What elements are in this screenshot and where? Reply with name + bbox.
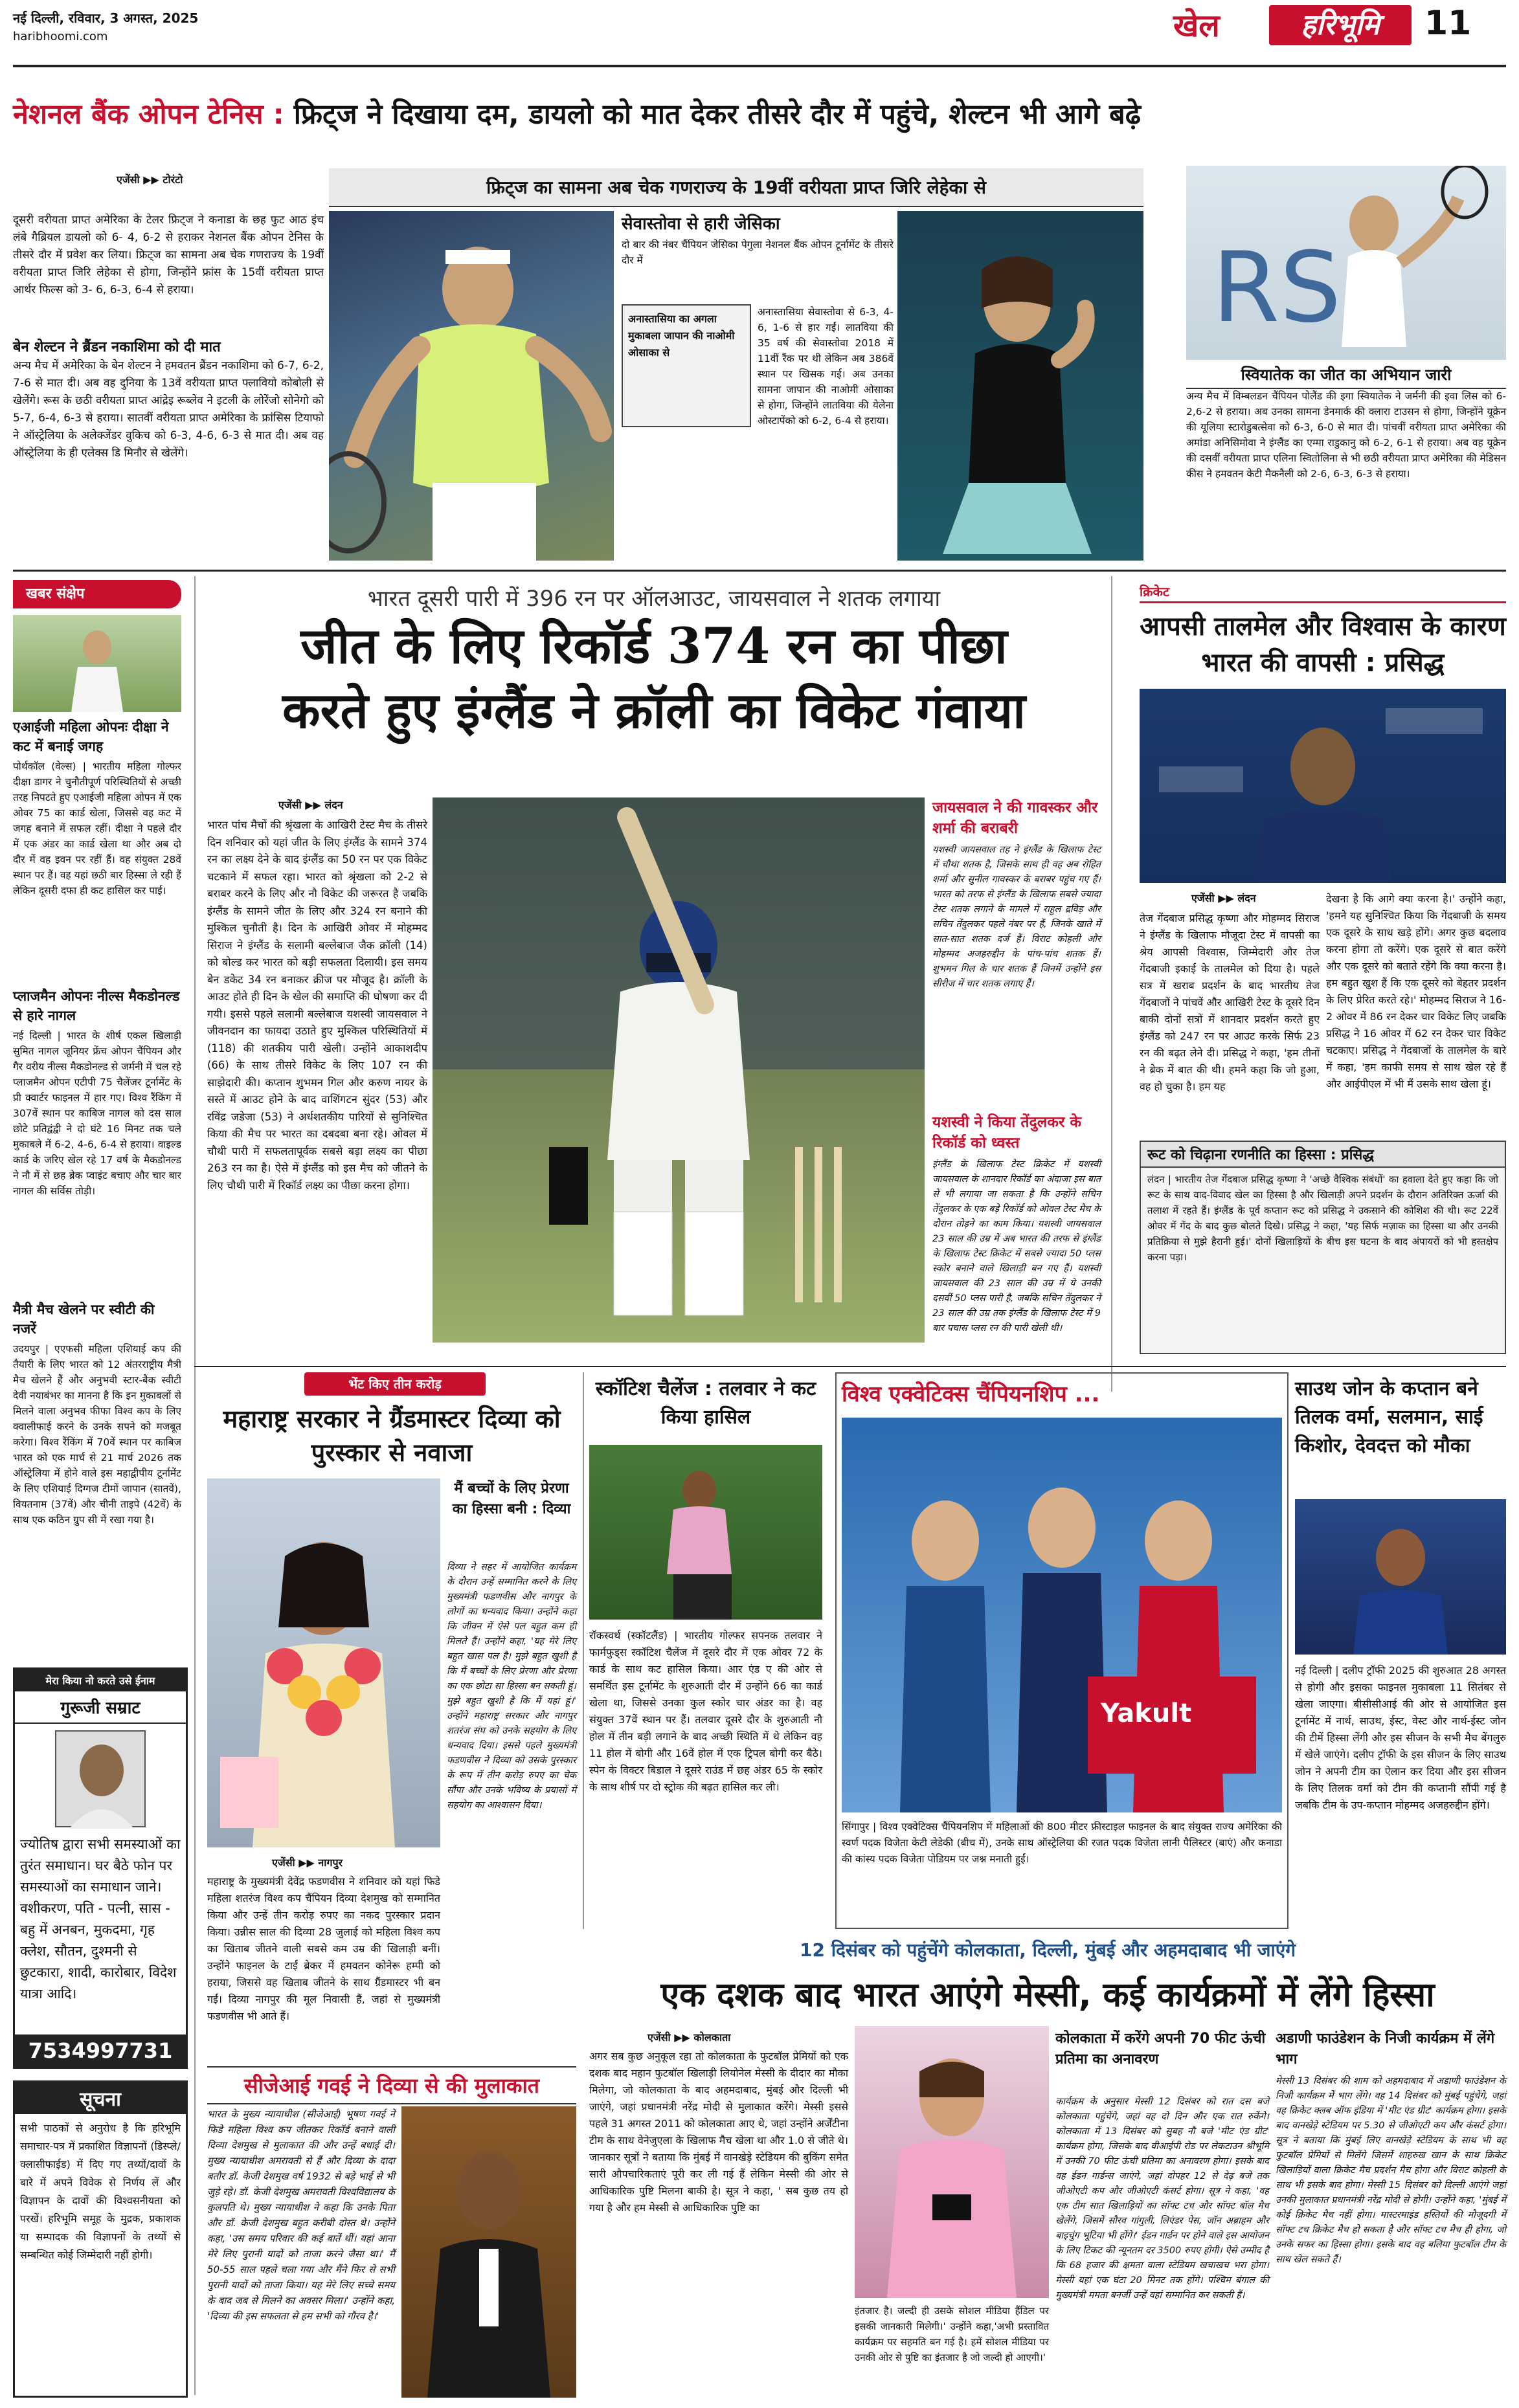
divya-photo: [207, 1478, 440, 1847]
jaiswal-photo: [433, 797, 925, 1343]
root-body: लंदन | भारतीय तेज गेंदबाज प्रसिद्ध कृष्णा ने 'अच्छे वैश्विक संबंधों' का हवाला देते हुए कहा कि जो रूट के साथ वाद-विवाद खेल का हिस्सा है और खिलाड़ी अपने प्रदर्शन के दौरान अतिरिक्त ऊर्जा की तलाश में रहते हैं। इंग्लैंड के पूर्व कप्तान रूट को प्रसिद्ध ने उकसाने की कोशिश की थी। रूट 22वें ओवर में गेंद के बाद कुछ बोलते दिखे। प्रसिद्ध ने कहा, 'यह सिर्फ मज़ाक का हिस्सा था और उनकी प्रतिक्रिया से मुझे हैरानी हुई।' दोनों खिलाड़ियों के बीच इस घटना के बाद अंपायरों को भी हस्तक्षेप करना पड़ा।: [1147, 1174, 1498, 1263]
jaiswal-silhouette: [433, 797, 925, 1343]
prasidh-label-text: क्रिकेट: [1140, 584, 1169, 599]
prasidh-body-right: देखना है कि आगे क्या करना है।' उन्होंने कहा, 'हमने यह सुनिश्चित किया कि गेंदबाजी के समय एक दूसरे के साथ खड़े होंगे। अगर कुछ बदलाव करना होगा तो करेंगे। एक दूसरे से बात करेंगे और एक दूसरे को बताते रहेंगे कि क्या करना है। हम बहुत खुश हैं कि एक दूसरे को बेहतर प्रदर्शन के लिए प्रेरित करते रहे।' मोहम्मद सिराज ने 16-2 ओवर में 86 रन देकर चार विकेट लिए जबकि प्रसिद्ध ने 16 ओवर में 62 रन देकर चार विकेट चटकाए। प्रसिद्ध ने गेंदबाजों के तालमेल के बारे में कहा, 'हम काफी समय से साथ खेल रहे हैं और आईपीएल में भी मैं उसके साथ खेला हूं।: [1326, 893, 1506, 1090]
side-box: [622, 304, 751, 427]
swiatek-silhouette: [1186, 166, 1506, 360]
fritz-photo: [329, 211, 614, 561]
messi-body: अगर सब कुछ अनुकूल रहा तो कोलकाता के फुटबॉल प्रेमियों को एक दशक बाद महान फुटबॉल खिलाड़ी लियोनेल मेस्सी के दीदार का मौका मिलेगा, जो कोलकाता के बाद अहमदाबाद, मुंबई और दिल्ली भी जाएंगे, जहां प्रधानमंत्री नरेंद्र मोदी से मुलाकात करेंगे। मेस्सी इससे पहले 31 अगस्त 2011 को कोलकाता आए थे, जहां उन्होंने अर्जेंटीना टीम के साथ वेनेजुएला के खिलाफ मैच खेला था और 1.0 से जीते थे। जानकार सूत्रों ने बताया कि मुंबई में वानखेड़े स्टेडियम की बुकिंग समेत सारी औपचारिकताएं पूरी कर ली गई हैं लेकिन मेस्सी की ओर से आधिकारिक पुष्टि मिलना बाकी है। सूत्र ने कहा, ' सब कुछ तय हो गया है और हम मेस्सी से आधिकारिक पुष्टि का: [589, 2050, 848, 2214]
top-story-label: नेशनल बैंक ओपन टेनिस :: [13, 98, 284, 131]
divya-silhouette: [207, 1478, 440, 1847]
masthead-website[interactable]: haribhoomi.com: [13, 30, 108, 43]
top-story-title: फ्रिट्ज ने दिखाया दम, डायलो को मात देकर तीसरे दौर में पहुंचे, शेल्टन भी आगे बढ़े: [293, 98, 1141, 131]
adani-body: मेस्सी 13 दिसंबर की शाम को अहमदाबाद में अडाणी फाउंडेशन के निजी कार्यक्रम में भाग लेंगे। वह 14 दिसंबर को मुंबई पहुंचेंगे, जहां वह क्रिकेट क्लब ऑफ इंडिया में 'मीट एंड ग्रीट' कार्यक्रम होगा। इसके बाद वानखेड़े स्टेडियम पर 5.30 से जीओएटी कप और कंसर्ट होगा। सूत्र ने बताया कि मुंबई लिए वानखेड़े स्टेडियम के साथ भी वह फुटबॉल प्रेमियों से मिलेंगे जिसमें शाहरुख खान के साथ क्रिकेट खिलाड़ियों वाला क्रिकेट मैच प्रदर्शन मैच होगा और विराट कोहली के साथ भी इसके बाद होगा। मेस्सी 15 दिसंबर को दिल्ली आएंगे जहां उनकी मुलाकात प्रधानमंत्री नरेंद्र मोदी से होगी। उन्होंने कहा, 'मुंबई में कोई क्रिकेट मैच नहीं होगा। मास्टरमाइंड हस्तियों की मौजूदगी में सॉफ्ट टच क्रिकेट मैच हो सकता है और सॉफ्ट टच मैच ही होगा, जो उनके सफर का हिस्सा होगा। इसके बाद वह बलिया फुटबॉल टीम के साथ खेल सकते हैं।: [1276, 2076, 1506, 2265]
aquatics-photo: [842, 1418, 1282, 1812]
divya-divider: [583, 1372, 584, 1929]
cji-silhouette: [401, 2106, 576, 2398]
brief-title-1: एआईजी महिला ओपनः दीक्षा ने कट में बनाई जगह: [13, 719, 169, 754]
fritz-silhouette: [329, 211, 614, 561]
box1-title: जायसवाल ने की गावस्कर और शर्मा की बराबरी: [932, 799, 1098, 837]
cji-photo: [401, 2106, 576, 2398]
brief-body-3: उदयपुर | एएफसी महिला एशियाई कप की तैयारी के लिए भारत को 12 अंतरराष्ट्रीय मैत्री मैच खेलने हैं और अनुभवी स्टार-बैक स्वीटी देवी नयाबंभर का मानना है कि इन मुकाबलों से मिलने वाला अनुभव फीफा विश्व कप के लिए क्वालीफाई करने के उनके सपने को मजबूत करेगा। विश्व रैंकिंग में 70वें स्थान पर काबिज भारत को एक मार्च से 21 मार्च 2026 तक ऑस्ट्रेलिया में होने वाले इस महाद्वीपीय टूर्नामेंट के लिए एशियाई दिग्गज टीमों जापान (सातवें), वियतनाम (37वें) और चीनी ताइपे (42वें) के साथ एक कठिन ग्रुप सी में रखा गया है।: [13, 1343, 181, 1526]
mid-rule: [194, 1366, 1506, 1367]
guruji-photo: [55, 1730, 146, 1827]
notice-body: सभी पाठकों से अनुरोध है कि हरिभूमि समाचार-पत्र में प्रकाशित विज्ञापनों (डिस्प्ले/क्लासीफाईड) में दिए गए तथ्यों/दावों के बारे में अपने विवेक से निर्णय लें और विज्ञापन के दावों की विश्वसनीयता को परखें। हरिभूमि समूह के मुद्रक, प्रकाशक या सम्पादक की विज्ञापनों के तथ्यों से सम्बन्धित कोई जिम्मेदारी नहीं होगी।: [20, 2122, 181, 2261]
divya-dateline: एजेंसी ▶▶ नागपुर: [272, 1856, 343, 1869]
yakult-banner: Yakult: [1101, 1699, 1192, 1728]
page-number: 11: [1424, 4, 1472, 43]
briefs-label: [13, 580, 181, 608]
guruji-ad: [13, 1667, 188, 2069]
cji-headline: सीजेआई गवई ने दिव्या से की मुलाकात: [207, 2066, 576, 2104]
tilak-photo: [1295, 1499, 1506, 1655]
divya-body: महाराष्ट्र के मुख्यमंत्री देवेंद्र फडणवीस ने शनिवार को यहां फिडे महिला शतरंज विश्व कप चैंपियन दिव्या देशमुख को सम्मानित किया और उन्हें तीन करोड़ रुपए का नकद पुरस्कार प्रदान किया। उन्नीस साल की दिव्या 28 जुलाई को महिला विश्व कप का खिताब जीतने वाली सबसे कम उम्र की खिलाड़ी बनीं। उन्होंने फाइनल के टाई ब्रेकर में हमवतन कोनेरू हम्पी को हराया, जिससे वह खिताब जीतने के साथ ग्रैंडमास्टर भी बन गईं। दिव्या नागपुर की मूल निवासी हैं, जहां से मुख्यमंत्री फडणवीस भी आते हैं।: [207, 1875, 440, 2022]
cricket-headline-2: करते हुए इंग्लैंड ने क्रॉली का विकेट गंवाया: [282, 682, 1026, 739]
messi-dateline: एजेंसी ▶▶ कोलकाता: [647, 2031, 731, 2044]
side-heading: सेवास्तोवा से हारी जेसिका: [622, 214, 780, 234]
brief-body-1: पोर्थकॉल (वेल्स) | भारतीय महिला गोल्फर दीक्षा डागर ने चुनौतीपूर्ण परिस्थितियों से अच्छी तरह निपटते हुए एआईजी महिला ओपन में एक ओवर 75 का कार्ड खेला, जिससे वह कट में जगह बनाने में सफल रहीं। दीक्षा ने पहले दौर में एक अंडर का कार्ड खेला था और अब दो दौर में वह इवन पर रहीं हैं। वह संयुक्त 28वें स्थान पर हैं। वह यहां छठी बार हिस्सा ले रही हैं लेकिन दूसरी दफा ही कट हासिल कर पाई।: [13, 761, 181, 897]
divya-quote: मैं बच्चों के लिए प्रेरणा का हिस्सा बनी : दिव्या: [452, 1480, 571, 1517]
brief-title-3: मैत्री मैच खेलने पर स्वीटी की नजरें: [13, 1302, 155, 1337]
side-body: अनास्तासिया सेवास्तोवा से 6-3, 4-6, 1-6 से हार गईं। लातविया की 35 वर्ष की सेवास्तोवा 2018 में 11वीं रैंक पर थी लेकिन अब 386वें स्थान पर खिसक गई। अब उनका सामना जापान की नाओमी ओसाका से होगा, जिन्होंने लातविया की येलेना ओस्टापेंको को 6-2, 6-4 से हराया।: [758, 306, 894, 427]
messi-kicker-text: 12 दिसंबर को पहुंचेंगे कोलकाता, दिल्ली, मुंबई और अहमदाबाद भी जाएंगे: [800, 1939, 1296, 1961]
tilak-silhouette: [1295, 1499, 1506, 1655]
briefs-divider: [194, 576, 196, 2395]
top-story-body2: अन्य मैच में अमेरिका के बेन शेल्टन ने हमवतन ब्रैंडन नकाशिमा को 6-7, 6-2, 7-6 से मात दी। अब वह दुनिया के 13वें वरीयता प्राप्त फ्लावियो कोबोली से खेलेंगे। रूस के छठी वरीयता प्राप्त आंद्रेइ रूब्लेव ने इटली के लोरेंजो सोनेगो को 5-7, 6-4, 6-3 से हराया। सातवीं वरीयता प्राप्त अमेरिका के फ्रांसिस टियाफो ने ऑस्ट्रेलिया के अलेक्जेंडर वुकिच को 6-3, 4-6, 6-3 से मात दी। अब वह ऑस्ट्रेलिया के ही एलेक्स डि मिनौर से खेलेंगे।: [13, 359, 324, 460]
sevastova-photo: [897, 211, 1143, 561]
cji-body: भारत के मुख्य न्यायाधीश (सीजेआई) भूषण गवई ने फिडे महिला विश्व कप जीतकर रिकॉर्ड बनाने वाली दिव्या देशमुख से मुलाकात की और उन्हें बधाई दी। मुख्य न्यायाधीश अमरावती से हैं और दिव्या के दादा बतौर डॉ. केजी देशमुख वर्ष 1932 से बड़े भाई से भी जुड़े रहे। डॉ. केजी देशमुख अमरावती विश्वविद्यालय के कुलपति थे। मुख्य न्यायाधीश ने कहा कि उनके पिता और डॉ. केजी देशमुख बहुत करीबी दोस्त थे। उन्होंने कहा, 'उस समय परिवार की कई बातें थीं। यहां आना मेरे लिए पुरानी यादों को ताजा करने जैसा था।' मैं 50-55 साल पहले चला गया और मैंने फिर से सभी पुरानी यादों को ताजा किया। यह मेरे लिए सच्चे समय के बाद जब से मिलने का अवसर मिला।' उन्होंने कहा, 'दिव्या की इस सफलता से हम सभी को गौरव है।': [207, 2108, 395, 2322]
sevastova-silhouette: [897, 211, 1143, 561]
briefs-label-text: खबर संक्षेप: [26, 586, 85, 602]
prasidh-body-left: तेज गेंदबाज प्रसिद्ध कृष्णा और मोहम्मद सिराज ने इंग्लैंड के खिलाफ मौजूदा टेस्ट में वापसी का श्रेय आपसी विश्वास, जिम्मेदारी और तेज गेंदबाजी इकाई के तालमेल को दिया है। पहले सत्र में खराब प्रदर्शन के बाद भारतीय तेज गेंदबाजों ने पांचवें और आखिरी टेस्ट के दूसरे दिन बाकी दोनों सत्रों में शानदार प्रदर्शन करते हुए इंग्लैंड को 247 रन पर आउट करके सिर्फ 23 रन की बढ़त लेने दी। प्रसिद्ध ने कहा, 'हम तीनों ने ब्रेक में बात की थी। हमने कहा कि जो हुआ, वह हो चुका है। हम यह: [1140, 912, 1320, 1093]
guruji-portrait: [56, 1732, 147, 1829]
top-section-rule: [13, 570, 1506, 572]
masthead-date: नई दिल्ली, रविवार, 3 अगस्त, 2025: [13, 10, 199, 26]
tvesa-body: रॉकस्वर्थ (स्कॉटलैंड) | भारतीय गोल्फर सपनक तलवार ने फार्मफुड्स स्कॉटिश चैलेंज में दूसरे दौर में एक ओवर 72 के कार्ड के साथ कट हासिल किया। आर एंड ए की ओर से समर्थित इस टूर्नामेंट के शुरुआती दौर में उन्होंने 66 का कार्ड खेला था, जिससे उनका कुल स्कोर चार अंडर का है। वह संयुक्त 37वें स्थान पर हैं। तलवार दूसरे दौर के शुरुआती नौ होल में तीन बड़ी लगाने के बाद अच्छी स्थिति में थे लेकिन वह 11 होल में बोगी और 16वें होल में एक ट्रिपल बोगी कर बैठे। स्पेन के विक्टर बिडाल ने दूसरे राउंड में छह अंडर 65 के स्कोर के साथ शीर्ष पर दो स्ट्रोक की बढ़त हासिल कर ली।: [589, 1629, 822, 1793]
prasidh-label: [1140, 583, 1506, 603]
top-story-body-text: दूसरी वरीयता प्राप्त अमेरिका के टेलर फ्रिट्ज ने कनाडा के छह फुट आठ इंच लंबे गैब्रियल डायलो को 6- 4, 6-2 से हराकर नेशनल बैंक ओपन टेनिस के तीसरे दौर में प्रवेश कर लिया। फ्रिट्ज का सामना अब चेक गणराज्य के 19वीं वरीयता प्राप्त जिरि लेहेका से होगा, जिन्होंने फ्रांस के 15वीं वरीयता प्राप्त आर्थर फिल्स को 3- 6, 6-3, 6-4 से हराया।: [13, 214, 324, 296]
diksha-photo: [13, 615, 181, 712]
box2-title: यशस्वी ने किया तेंदुलकर के रिकॉर्ड को ध्वस्त: [932, 1114, 1082, 1152]
guruji-text: ज्योतिष द्वारा सभी समस्याओं का तुरंत समाधान। घर बैठे फोन पर समस्याओं का समाधान जाने। वशीकरण, पति - पत्नी, सास - बहु में अनबन, मुकदमा, गृह क्लेश, सौतन, दुश्मनी से छुटकारा, शादी, कारोबार, विदेश यात्रा आदि।: [20, 1836, 181, 2001]
aquatics-headline: विश्व एक्वेटिक्स चैंपियनशिप ...: [842, 1381, 1100, 1407]
brand-name: हरिभूमि: [1301, 8, 1380, 41]
top-story-dateline: एजेंसी ▶▶ टोरंटो: [117, 173, 183, 186]
notice-label: सूचना: [15, 2082, 186, 2114]
guruji-name: गुरूजी सम्राट: [15, 1691, 186, 1724]
duleep-body: नई दिल्ली | दलीप ट्रॉफी 2025 की शुरुआत 28 अगस्त से होगी और इसका फाइनल मुकाबला 11 सितंबर से खेला जाएगा। बीसीसीआई की ओर से आयोजित इस टूर्नामेंट में नार्थ, साउथ, ईस्ट, वेस्ट और नार्थ-ईस्ट जोन की टीमें हिस्सा लेंगी और इस सीजन के सभी मैच बेंगलुरु में खेले जाएंगे। दलीप ट्रॉफी के इस सीजन के लिए साउथ जोन ने अपनी टीम का ऐलान कर दिया और इस सीजन के लिए तिलक वर्मा को टीम की कप्तानी सौंपी गई है जबकि टीम के उप-कप्तान मोहम्मद अजहरुद्दीन होंगे।: [1295, 1664, 1506, 1811]
notice-box: [13, 2080, 188, 2398]
talwar-silhouette: [589, 1445, 822, 1620]
brand-logo: [1269, 5, 1412, 45]
cricket-divider: [1111, 576, 1112, 1392]
messi-body2: इंतजार है। जल्दी ही उसके सोशल मीडिया हैंडिल पर इसकी जानकारी मिलेगी।' उन्होंने कहा,'अभी प्रस्तावित कार्यक्रम पर सहमति बन गई है। हमें सोशल मीडिया पर उनकी ओर से पुष्टि का इंतजार है जो जल्दी हो आएगी।': [855, 2305, 1049, 2363]
cricket-dateline: एजेंसी ▶▶ लंदन: [278, 799, 343, 811]
prasidh-dateline: एजेंसी ▶▶ लंदन: [1191, 892, 1256, 904]
duleep-headline: साउथ जोन के कप्तान बने तिलक वर्मा, सलमान, साई किशोर, देवदत्त को मौका: [1295, 1377, 1483, 1457]
right-body: अन्य मैच में विम्बलडन चैंपियन पोलैंड की इगा स्वियातेक ने जर्मनी की इवा लिस को 6-2,6-2 से हराया। अब उनका सामना डेनमार्क की क्लारा टाउसन से होगा, जिन्होंने यूक्रेन की यूलिया स्टारोडुबत्सेवा को 6-3, 6-0 से मात दी। पांचवीं वरीयता प्राप्त अमेरिका की अमांडा अनिसिमोवा ने इंग्लैंड का एम्मा राडुकानु को 6-2, 6-1 से हराया। अब वह यूक्रेन की दसवीं वरीयता प्राप्त एलिना स्वितोलिना से भी छठी वरीयता प्राप्त अमेरिका की मेडिसन कीस ने हमवतन केटी मैकनैली को 2-6, 6-3, 6-3 से हराया।: [1186, 390, 1506, 480]
messi-photo: [855, 2026, 1049, 2298]
divya-headline: महाराष्ट्र सरकार ने ग्रैंडमास्टर दिव्या को पुरस्कार से नवाजा: [223, 1405, 561, 1467]
aquatics-silhouette: [842, 1418, 1282, 1812]
top-story-headline: [13, 79, 1506, 150]
box1-body: यशस्वी जायसवाल तह ने इंग्लैंड के खिलाफ टेस्ट में चौथा शतक है, जिसके साथ ही वह अब रोहित शर्मा और सुनील गावस्कर के बराबर पहुंच गए हैं। भारत को तरफ से इंग्लैंड के खिलाफ सबसे ज्यादा टेस्ट शतक लगाने के मामले में राहुल द्रविड़ और सचिन तेंदुलकर पहले नंबर पर हैं, जिनके खाते में सात-सात शतक दर्ज हैं। विराट कोहली और मोहम्मद अजहरुद्दीन के पांच-पांच शतक हैं। शुभमन गिल के चार शतक हैं जिनमें उन्होंने इस सीरीज में चार शतक लगाए हैं।: [932, 845, 1101, 989]
top-story-subhead: बेन शेल्टन ने ब्रैंडन नकाशिमा को दी मात: [13, 339, 221, 355]
prasidh-headline: आपसी तालमेल और विश्वास के कारण भारत की वापसी : प्रसिद्ध: [1140, 612, 1506, 678]
box2-body: इंग्लैंड के खिलाफ टेस्ट क्रिकेट में यशस्वी जायसवाल के शानदार रिकॉर्ड का अंदाजा इस बात से भी लगाया जा सकता है कि उन्होंने सचिन तेंदुलकर के एक बड़े रिकॉर्ड को ओवल टेस्ट मैच के दौरान तोड़ने का काम किया। यशस्वी जायसवाल 23 साल की उम्र में अब भारत की तरफ से इंग्लैंड के खिलाफ टेस्ट क्रिकेट में सबसे ज्यादा 50 प्लस स्कोर बनाने वाले खिलाड़ी बन गए हैं। यशस्वी जायसवाल की 23 साल की उम्र में ये उनकी दसवीं 50 प्लस पारी है, जबकि सचिन तेंदुलकर ने 23 साल की उम्र तक इंग्लैंड के खिलाफ टेस्ट में 9 बार पचास प्लस रन की पारी खेली थी।: [932, 1159, 1101, 1333]
brief-title-2: प्लाजमैन ओपनः नील्स मैकडोनल्ड से हारे नागल: [13, 988, 180, 1023]
side-intro: दो बार की नंबर चैंपियन जेसिका पेगुला नेशनल बैंक ओपन टूर्नामेंट के तीसरे दौर में: [622, 239, 894, 266]
adani-title: अडाणी फाउंडेशन के निजी कार्यक्रम में लेंगे भाग: [1276, 2031, 1495, 2068]
root-box: [1140, 1141, 1506, 1354]
masthead: [0, 0, 1519, 71]
prasidh-photo: [1140, 689, 1506, 883]
right-heading: स्वियातेक का जीत का अभियान जारी: [1186, 364, 1506, 389]
messi-silhouette: [855, 2026, 1049, 2298]
cricket-kicker: भारत दूसरी पारी में 396 रन पर ऑलआउट, जायसवाल ने शतक लगाया: [367, 586, 941, 612]
root-title: रूट को चिढ़ाना रणनीति का हिस्सा : प्रसिद्ध: [1141, 1142, 1505, 1168]
svg-text:RS: RS: [1212, 232, 1342, 344]
divya-label: भेंट किए तीन करोड़: [304, 1372, 486, 1396]
top-photo-caption: [329, 168, 1143, 207]
swiatek-photo: [1186, 166, 1506, 360]
side-box-text: अनास्तासिया का अगला मुकाबला जापान की नाओमी ओसाका से: [628, 313, 735, 359]
talwar-photo: [589, 1445, 822, 1620]
diksha-silhouette: [13, 615, 181, 712]
prasidh-silhouette: [1140, 689, 1506, 883]
guruji-header: मेरा किया नो करते उसे ईनाम: [15, 1669, 186, 1691]
section-name: खेल: [1173, 8, 1220, 44]
masthead-rule: [13, 65, 1506, 67]
divya-quote-body: दिव्या ने सहर में आयोजित कार्यक्रम के दौरान उन्हें सम्मानित करने के लिए मुख्यमंत्री फडणवीस और नागपुर के लोगों का धन्यवाद किया। उन्होंने कहा कि जीवन में ऐसे पल बहुत कम ही मिलते हैं। उन्होंने कहा, 'यह मेरे लिए बहुत खास पल है। मुझे बहुत खुशी है कि मैं बच्चों के लिए प्रेरणा और प्रेरणा का एक छोटा सा हिस्सा बन सकती हूं। मुझे बहुत खुशी है कि मैं यहां हूं।' उन्होंने महाराष्ट्र सरकार और नागपुर शतरंज संघ को उनके सहयोग के लिए धन्यवाद दिया। इससे पहले मुख्यमंत्री फडणवीस ने दिव्या को उसके पुरस्कार के रूप में तीन करोड़ रुपए का चेक सौंपा और उनके भविष्य के प्रयासों में सहयोग का आश्वासन दिया।: [447, 1562, 576, 1811]
messi-box-title: कोलकाता में करेंगे अपनी 70 फीट ऊंची प्रतिमा का अनावरण: [1055, 2031, 1266, 2068]
messi-headline: एक दशक बाद भारत आएंगे मेस्सी, कई कार्यक्रमों में लेंगे हिस्सा: [660, 1976, 1435, 2014]
guruji-phone[interactable]: 7534997731: [15, 2035, 186, 2067]
cricket-body: भारत पांच मैचों की श्रृंखला के आखिरी टेस्ट मैच के तीसरे दिन शनिवार को यहां जीत के लिए इंग्लैंड के सामने 374 रन का लक्ष्य देने के बाद इंग्लैंड का 50 रन पर एक विकेट चटकाने में सफल रहा। भारत को श्रृंखला को 2-2 से बराबर करने के लिए और नौ विकेट की जरूरत है जबकि इंग्लैंड के सामने जीत के लिए और 324 रन बनाने की मुश्किल चुनौती है। दिन के आखिरी ओवर में मोहम्मद सिराज ने इंग्लैंड के सलामी बल्लेबाज जैक क्रॉली (14) को बोल्ड कर भारत को बड़ी सफलता दिलायी। इस समय बेन डकेट 34 रन बनाकर क्रीज पर मौजूद है। क्रॉली के आउट होते ही दिन के खेल की समाप्ति की घोषणा कर दी गयी। इससे पहले सलामी बल्लेबाज यशस्वी जायसवाल ने जीवनदान का फायदा उठाते हुए मुश्किल परिस्थितियों में (118) की शतकीय पारी खेली। उन्होंने आकाशदीप (66) के साथ तीसरे विकेट के लिए 107 रन की साझेदारी की। कप्तान शुभमन गिल और करुण नायर के सस्ते में आउट होने के बाद वाशिंगटन सुंदर (53) और रविंद्र जडेजा (53) ने अर्धशतकीय पारियों से सुनिश्चित किया की मैच पर भारत का दबदबा बना रहे। ओवल में चौथी पारी में सफलतापूर्वक सबसे बड़ा लक्ष्य का पीछा 263 रन का है। ऐसे में इंग्लैंड को इस मैच को जीतने के लिए चौथी पारी में रिकॉर्ड लक्ष्य का पीछा करना होगा।: [207, 819, 427, 1192]
tvesa-headline: स्कॉटिश चैलेंज : तलवार ने कट किया हासिल: [595, 1377, 816, 1429]
cricket-headline-1: जीत के लिए रिकॉर्ड 374 रन का पीछा: [300, 617, 1007, 674]
aquatics-body: सिंगापुर | विश्व एक्वेटिक्स चैंपियनशिप में महिलाओं की 800 मीटर फ्रीस्टाइल फाइनल के बाद संयुक्त राज्य अमेरिका की स्वर्ण पदक विजेता केटी लेडेकी (बीच में), उनके साथ ऑस्ट्रेलिया की रजत पदक विजेता लानी पैलिस्टर (बाएं) और कनाडा की कांस्य पदक विजेता पोडियम पर जश्न मनाती हुईं।: [842, 1821, 1282, 1865]
messi-kicker: [589, 1935, 1506, 1965]
top-photo-caption-text: फ्रिट्ज का सामना अब चेक गणराज्य के 19वीं वरीयता प्राप्त जिरि लेहेका से: [486, 177, 986, 198]
messi-box-body: कार्यक्रम के अनुसार मेस्सी 12 दिसंबर को रात दस बजे कोलकाता पहुंचेंगे, जहां वह दो दिन और एक रात रुकेंगे। कोलकाता में 13 दिसंबर को सुबह नौ बजे 'मीट एंड ग्रीट' कार्यक्रम होगा, जिसके बाद वीआईपी रोड पर लेकटाउन श्रीभूमि में उनकी 70 फीट ऊंची प्रतिमा का अनावरण होगा। इसके बाद वह ईडन गार्डन्स जाएंगे, जहां दोपहर 12 से देढ़ बजे तक जीओएटी कप और जीओएटी कंसर्ट होगा। सूत्र ने कहा, 'वह एक टीम सात खिलाड़ियों का सॉफ्ट टच और सॉफ्ट बॉल मैच खेलेंगे, जिसमें सौरव गांगुली, लिएंडर पेस, जॉन अब्राहम और बाइचुंग भूटिया भी होंगे।' ईडन गार्डन पर होने वाले इस आयोजन के लिए टिकट की न्यूनतम दर 3500 रुपए होगी। ऐसे उम्मीद है कि 68 हजार की क्षमता वाला स्टेडियम खचाखच भरा होगा। मेस्सी यहां एक घंटा 20 मिनट तक होंगे। पश्चिम बंगाल की मुख्यमंत्री ममता बनर्जी उन्हें वहां सम्मानित कर सकती हैं।: [1055, 2097, 1269, 2301]
top-story-body: [13, 194, 324, 299]
brief-body-2: नई दिल्ली | भारत के शीर्ष एकल खिलाड़ी सुमित नागल जूनियर फ्रेंच ओपन चैंपियन और गैर वरीय नील्स मैकडोनल्ड से जर्मनी में चल रहे प्लाजमैन ओपन एटीपी 75 चैलेंजर टूर्नामेंट के प्री क्वार्टर फाइनल में हार गए। विश्व रैंकिंग में 307वें स्थान पर काबिज नागल को दस साल छोटे प्रतिद्वंद्वी ने दो घंटे 16 मिनट तक चले मुकाबले में 6-2, 4-6, 6-4 से हराया। वाइल्ड कार्ड के जरिए खेल रहे 17 वर्ष के मैकडोनल्ड ने नौ में से छह ब्रेक प्वाइंट बचाए और चार बार नागल की सर्विस तोड़ी।: [13, 1030, 181, 1197]
